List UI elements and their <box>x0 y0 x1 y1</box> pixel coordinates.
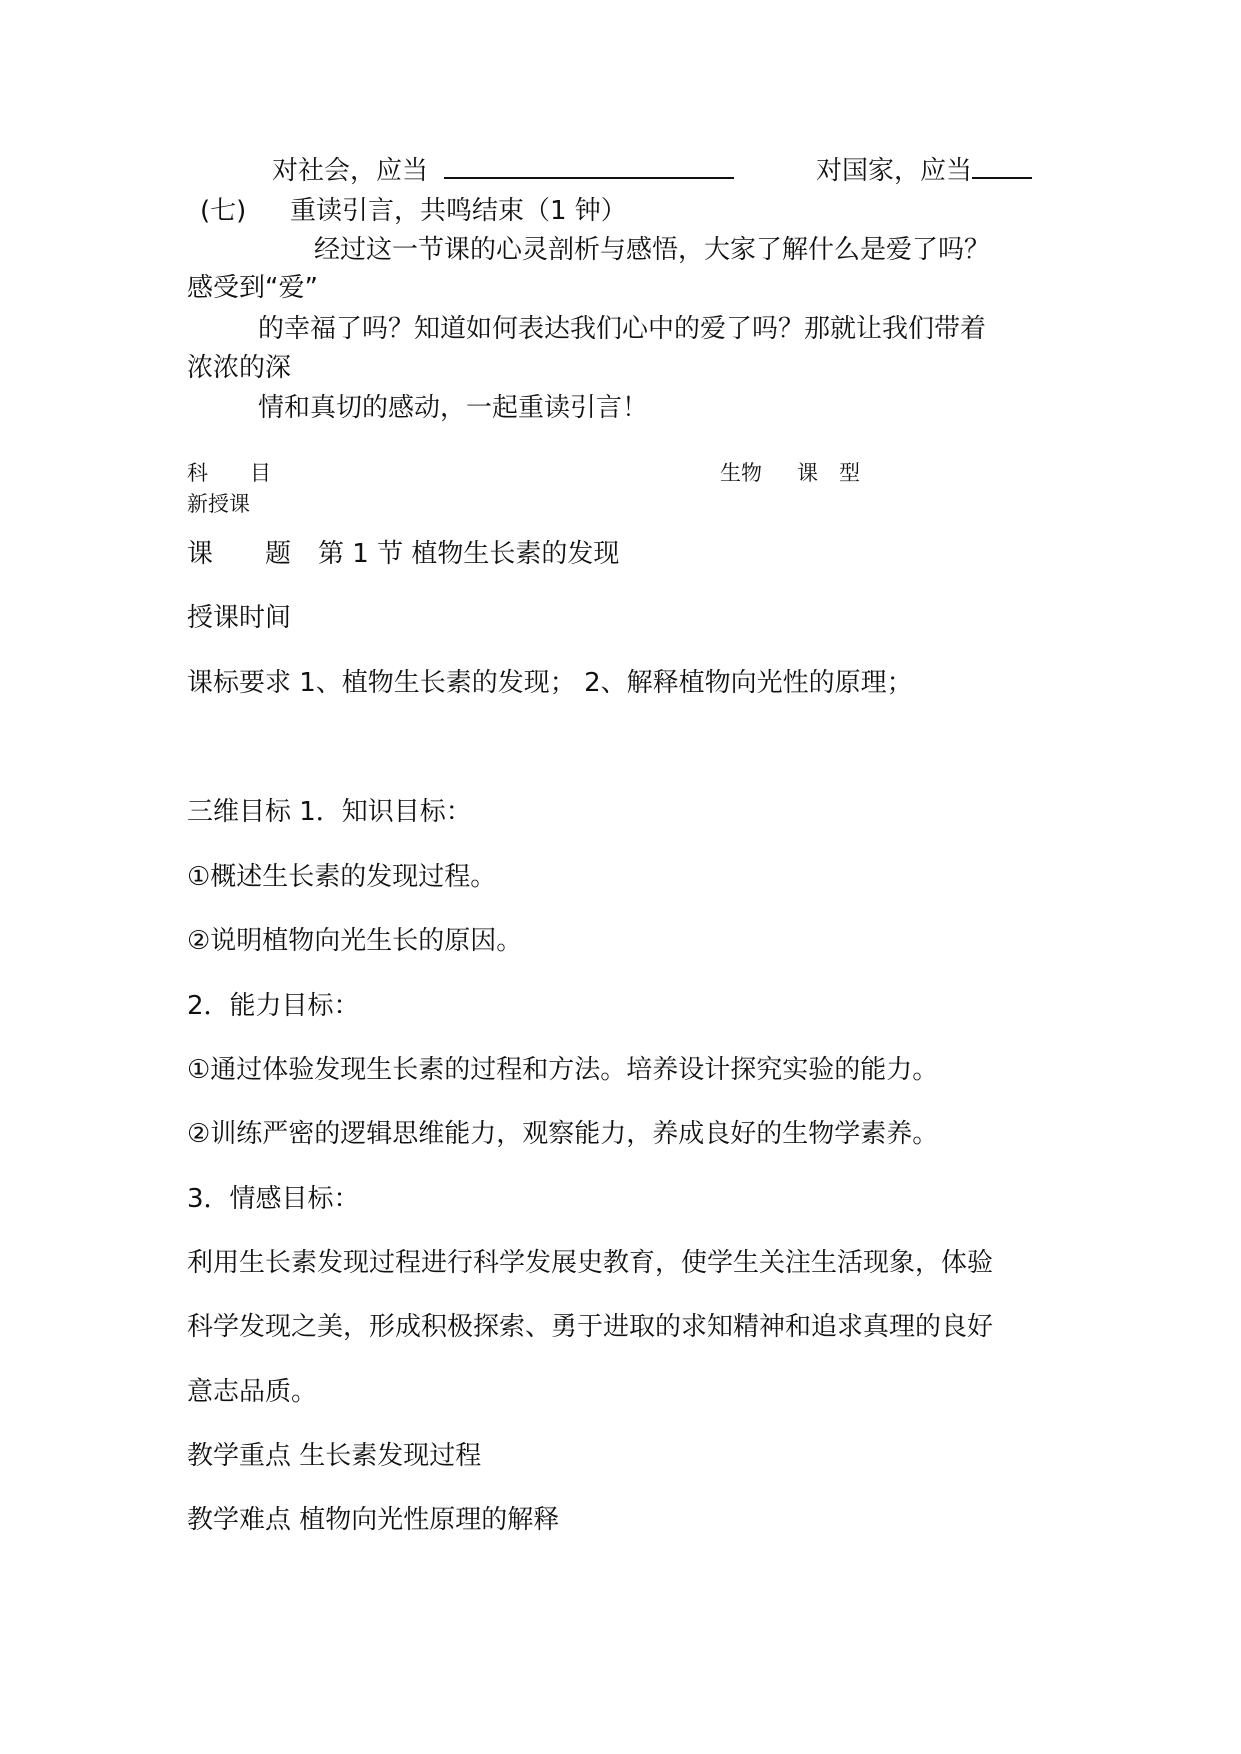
paragraph-line: 浓浓的深 <box>187 353 292 383</box>
key-point: 教学重点 生长素发现过程 <box>187 1441 482 1471</box>
subject-label: 科 目 <box>187 461 271 485</box>
type-label: 课 型 <box>797 461 860 485</box>
teaching-time-label: 授课时间 <box>187 603 292 633</box>
ability-goal: ①通过体验发现生长素的过程和方法。培养设计探究实验的能力。 <box>187 1055 939 1085</box>
difficulty: 教学难点 植物向光性原理的解释 <box>187 1505 560 1535</box>
topic-value: 第 1 节 植物生长素的发现 <box>318 539 620 569</box>
section-number: (七) <box>200 196 247 226</box>
nation-prompt <box>816 158 1032 184</box>
knowledge-goal: ①概述生长素的发现过程。 <box>187 862 497 892</box>
society-label: 对社会，应当 <box>272 156 429 186</box>
emotion-heading: 3．情感目标： <box>187 1184 360 1214</box>
emotion-goal: 科学发现之美，形成积极探索、勇于进取的求知精神和追求真理的良好 <box>187 1312 994 1342</box>
emotion-goal: 利用生长素发现过程进行科学发展史教育，使学生关注生活现象，体验 <box>187 1248 994 1278</box>
society-answer-blank[interactable] <box>444 177 734 179</box>
nation-label: 对国家，应当 <box>816 156 973 186</box>
ability-heading: 2．能力目标： <box>187 991 360 1021</box>
goals-heading: 三维目标 1．知识目标： <box>187 797 472 827</box>
paragraph-line: 感受到“爱” <box>187 273 318 303</box>
paragraph-line: 经过这一节课的心灵剖析与感悟，大家了解什么是爱了吗？ <box>314 235 991 265</box>
ability-goal: ②训练严密的逻辑思维能力，观察能力，养成良好的生物学素养。 <box>187 1119 939 1149</box>
society-prompt <box>272 158 734 184</box>
knowledge-goal: ②说明植物向光生长的原因。 <box>187 926 523 956</box>
paragraph-line: 的幸福了吗？知道如何表达我们心中的爱了吗？那就让我们带着 <box>258 314 987 344</box>
type-value: 新授课 <box>187 492 250 516</box>
section-heading: 重读引言，共鸣结束（1 钟） <box>290 196 627 226</box>
nation-answer-blank[interactable] <box>972 177 1032 179</box>
subject-value: 生物 <box>720 461 762 485</box>
topic-label: 课 题 <box>187 539 292 569</box>
paragraph-line: 情和真切的感动，一起重读引言！ <box>258 393 649 423</box>
curriculum-standard: 课标要求 1、植物生长素的发现； 2、解释植物向光性的原理； <box>187 668 913 698</box>
emotion-goal: 意志品质。 <box>187 1377 318 1407</box>
